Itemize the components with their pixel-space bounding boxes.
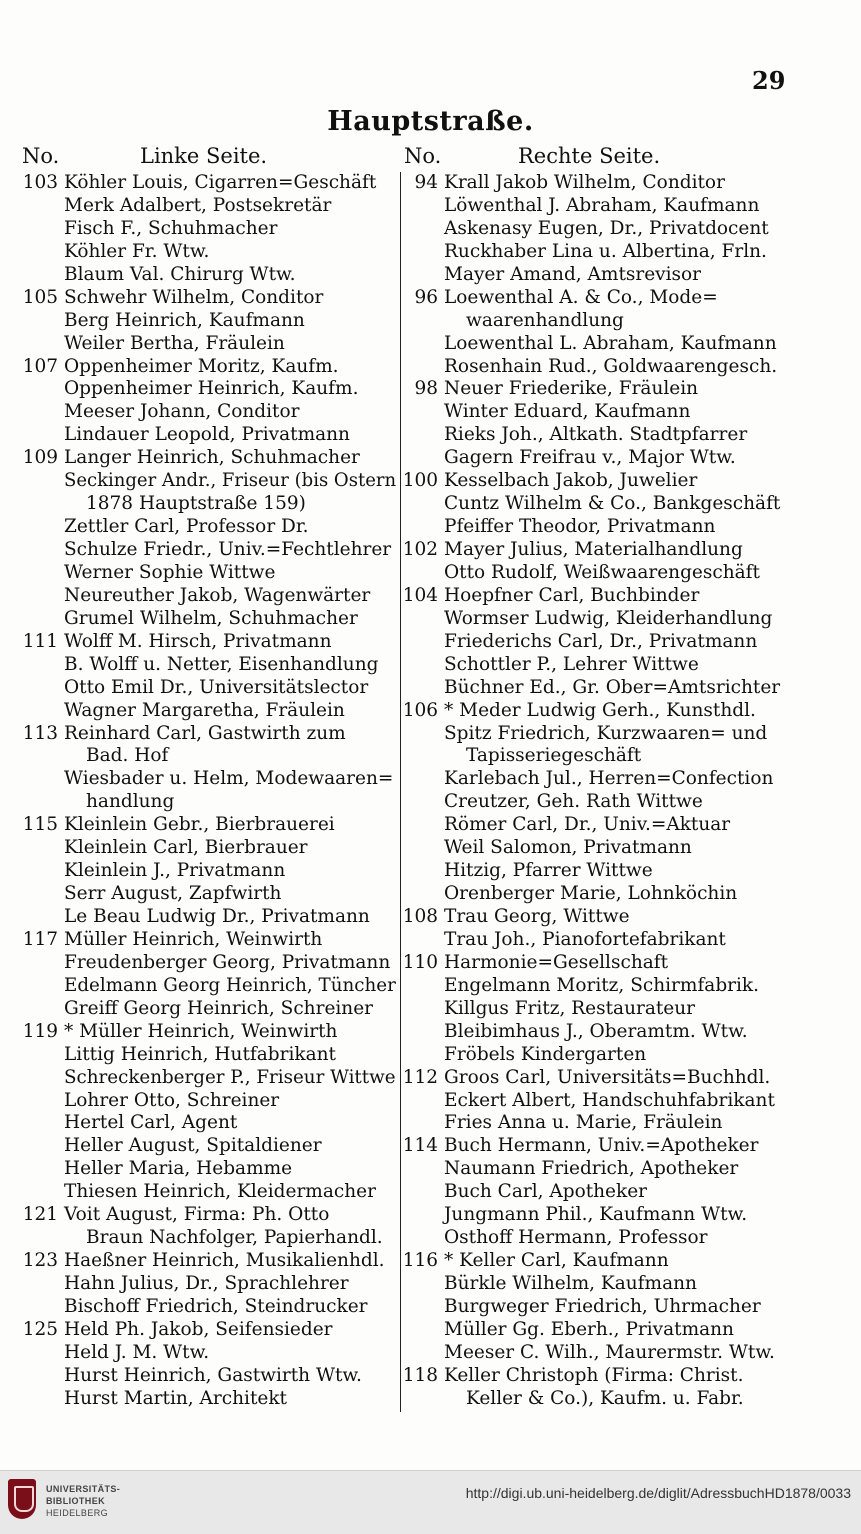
right-entry-row	[400, 562, 861, 585]
right-entry-row	[400, 1227, 861, 1250]
resident-entry: Zettler Carl, Professor Dr.	[64, 516, 309, 538]
house-number: 104	[402, 584, 438, 606]
resident-entry: Langer Heinrich, Schuhmacher	[64, 447, 360, 469]
house-number: 98	[414, 378, 438, 400]
right-entry-row	[400, 1181, 861, 1204]
resident-entry: Gagern Freifrau v., Major Wtw.	[444, 447, 736, 469]
resident-entry: Schulze Friedr., Univ.=Fechtlehrer	[64, 539, 392, 560]
resident-entry: Hurst Martin, Architekt	[64, 1387, 287, 1409]
resident-entry: Heller August, Spitaldiener	[64, 1135, 322, 1157]
right-entry-row	[400, 172, 861, 195]
resident-entry: Pfeiffer Theodor, Privatmann	[444, 516, 716, 538]
right-entry-row	[400, 585, 861, 608]
house-number: 116	[402, 1250, 438, 1272]
resident-entry: Cuntz Wilhelm & Co., Bankgeschäft	[444, 493, 781, 515]
right-entry-row	[400, 1250, 861, 1273]
resident-entry: Voit August, Firma: Ph. Otto	[64, 1204, 330, 1226]
right-entry-row	[400, 401, 861, 424]
logo-text-line3: HEIDELBERG	[46, 1508, 109, 1518]
right-entry-row	[400, 310, 861, 333]
resident-entry: Haeßner Heinrich, Musikalienhdl.	[64, 1250, 385, 1272]
resident-entry: Keller & Co.), Kaufm. u. Fabr.	[466, 1387, 744, 1409]
left-entry-row	[0, 264, 400, 287]
resident-entry: Orenberger Marie, Lohnköchin	[444, 883, 738, 905]
left-entry-row	[0, 883, 400, 906]
resident-entry: Hertel Carl, Agent	[64, 1112, 238, 1134]
resident-entry: Serr August, Zapfwirth	[64, 883, 282, 905]
resident-entry: Weil Salomon, Privatmann	[444, 837, 692, 859]
resident-entry: Littig Heinrich, Hutfabrikant	[64, 1043, 336, 1065]
left-entry-row	[0, 814, 400, 837]
resident-entry: Thiesen Heinrich, Kleidermacher	[64, 1181, 376, 1203]
resident-entry: B. Wolff u. Netter, Eisenhandlung	[64, 653, 379, 675]
left-side-header: Linke Seite.	[140, 144, 268, 168]
house-number: 105	[22, 286, 58, 308]
right-entry-row	[400, 1090, 861, 1113]
left-entry-row	[0, 218, 400, 241]
resident-entry: Loewenthal L. Abraham, Kaufmann	[444, 332, 777, 354]
left-entry-row	[0, 860, 400, 883]
resident-entry: Loewenthal A. & Co., Mode=	[444, 286, 718, 308]
right-entry-row	[400, 791, 861, 814]
right-entry-row	[400, 218, 861, 241]
resident-entry: * Keller Carl, Kaufmann	[444, 1250, 669, 1272]
left-entry-row	[0, 768, 400, 791]
resident-entry: Oppenheimer Heinrich, Kaufm.	[64, 378, 359, 400]
right-entry-row	[400, 447, 861, 470]
right-entry-row	[400, 516, 861, 539]
right-entry-row	[400, 745, 861, 768]
resident-entry: Grumel Wilhelm, Schuhmacher	[64, 607, 358, 629]
left-entry-row	[0, 631, 400, 654]
logo-text-line1: UNIVERSITÄTS-	[46, 1484, 121, 1494]
resident-entry: Lohrer Otto, Schreiner	[64, 1089, 280, 1111]
resident-entry: Wormser Ludwig, Kleiderhandlung	[444, 607, 773, 629]
left-entry-row	[0, 1227, 400, 1250]
house-number: 100	[402, 470, 438, 492]
right-entry-row	[400, 1388, 861, 1411]
resident-entry: Jungmann Phil., Kaufmann Wtw.	[444, 1204, 748, 1226]
right-entry-row	[400, 356, 861, 379]
left-entry-row	[0, 723, 400, 746]
left-entry-row	[0, 1044, 400, 1067]
resident-entry: Mayer Julius, Materialhandlung	[444, 539, 743, 560]
left-entry-row	[0, 608, 400, 631]
resident-entry: Eckert Albert, Handschuhfabrikant	[444, 1089, 775, 1111]
right-entry-row	[400, 1204, 861, 1227]
left-entry-row	[0, 1388, 400, 1411]
house-number: 115	[22, 814, 58, 836]
right-entry-row	[400, 952, 861, 975]
left-entry-row	[0, 1319, 400, 1342]
resident-entry: 1878 Hauptstraße 159)	[86, 493, 306, 515]
resident-entry: Karlebach Jul., Herren=Confection	[444, 768, 774, 790]
resident-entry: Schreckenberger P., Friseur Wittwe	[64, 1066, 396, 1088]
resident-entry: Werner Sophie Wittwe	[64, 561, 276, 583]
resident-entry: Berg Heinrich, Kaufmann	[64, 309, 305, 331]
resident-entry: Merk Adalbert, Postsekretär	[64, 194, 332, 216]
left-entry-row	[0, 585, 400, 608]
right-entry-row	[400, 195, 861, 218]
left-entry-row	[0, 1365, 400, 1388]
left-entry-row	[0, 998, 400, 1021]
house-number: 112	[402, 1066, 438, 1088]
right-entry-row	[400, 1021, 861, 1044]
right-entry-row	[400, 1319, 861, 1342]
permalink-url[interactable]: http://digi.ub.uni-heidelberg.de/diglit/AdressbuchHD1878/0033	[465, 1485, 851, 1501]
resident-entry: Weiler Bertha, Fräulein	[64, 332, 285, 354]
resident-entry: Köhler Fr. Wtw.	[64, 240, 210, 262]
right-entry-row	[400, 906, 861, 929]
left-entry-row	[0, 791, 400, 814]
left-entry-row	[0, 929, 400, 952]
right-side-column	[400, 172, 861, 1411]
house-number: 107	[22, 355, 58, 377]
resident-entry: Bad. Hof	[86, 745, 169, 767]
right-entry-row	[400, 768, 861, 791]
resident-entry: Keller Christoph (Firma: Christ.	[444, 1364, 744, 1386]
house-number: 118	[402, 1364, 438, 1386]
resident-entry: Reinhard Carl, Gastwirth zum	[64, 722, 346, 744]
right-entry-row	[400, 814, 861, 837]
left-entry-row	[0, 677, 400, 700]
left-entry-row	[0, 516, 400, 539]
house-number: 121	[22, 1204, 58, 1226]
left-entry-row	[0, 1273, 400, 1296]
right-entry-row	[400, 608, 861, 631]
right-entry-row	[400, 241, 861, 264]
right-entry-row	[400, 677, 861, 700]
resident-entry: Bleibimhaus J., Oberamtm. Wtw.	[444, 1020, 748, 1042]
right-entry-row	[400, 539, 861, 562]
resident-entry: Held J. M. Wtw.	[64, 1341, 210, 1363]
resident-entry: Naumann Friedrich, Apotheker	[444, 1158, 739, 1180]
resident-entry: Wiesbader u. Helm, Modewaaren=	[64, 768, 394, 790]
left-entry-row	[0, 172, 400, 195]
left-entry-row	[0, 700, 400, 723]
resident-entry: Winter Eduard, Kaufmann	[444, 401, 691, 423]
house-number: 117	[22, 928, 58, 950]
left-entry-row	[0, 562, 400, 585]
resident-entry: Held Ph. Jakob, Seifensieder	[64, 1318, 333, 1340]
right-entry-row	[400, 333, 861, 356]
left-entry-row	[0, 470, 400, 493]
resident-entry: Harmonie=Gesellschaft	[444, 951, 669, 973]
resident-entry: Müller Heinrich, Weinwirth	[64, 928, 323, 950]
left-entry-row	[0, 906, 400, 929]
left-entry-row	[0, 539, 400, 562]
resident-entry: Friederichs Carl, Dr., Privatmann	[444, 630, 758, 652]
resident-entry: Tapisseriegeschäft	[466, 745, 642, 767]
resident-entry: Killgus Fritz, Restaurateur	[444, 997, 696, 1019]
resident-entry: Wolff M. Hirsch, Privatmann	[64, 630, 332, 652]
resident-entry: Fisch F., Schuhmacher	[64, 217, 278, 239]
viewer-footer	[0, 1470, 861, 1534]
left-entry-row	[0, 1112, 400, 1135]
resident-entry: Müller Gg. Eberh., Privatmann	[444, 1318, 734, 1340]
logo-text-line2: BIBLIOTHEK	[46, 1496, 105, 1506]
resident-entry: Fries Anna u. Marie, Fräulein	[444, 1112, 723, 1134]
right-entry-row	[400, 883, 861, 906]
left-entry-row	[0, 1296, 400, 1319]
resident-entry: Köhler Louis, Cigarren=Geschäft	[64, 172, 377, 193]
resident-entry: Rieks Joh., Altkath. Stadtpfarrer	[444, 424, 748, 446]
resident-entry: Neureuther Jakob, Wagenwärter	[64, 584, 371, 606]
right-entry-row	[400, 631, 861, 654]
resident-entry: Fröbels Kindergarten	[444, 1043, 647, 1065]
resident-entry: Greiff Georg Heinrich, Schreiner	[64, 997, 374, 1019]
left-entry-row	[0, 333, 400, 356]
resident-entry: Mayer Amand, Amtsrevisor	[444, 263, 702, 285]
left-entry-row	[0, 356, 400, 379]
right-entry-row	[400, 837, 861, 860]
house-number: 119	[22, 1020, 58, 1042]
left-entry-row	[0, 1090, 400, 1113]
resident-entry: Groos Carl, Universitäts=Buchhdl.	[444, 1066, 771, 1088]
left-entry-row	[0, 424, 400, 447]
resident-entry: Trau Georg, Wittwe	[444, 906, 630, 927]
resident-entry: Hitzig, Pfarrer Wittwe	[444, 860, 653, 882]
resident-entry: Löwenthal J. Abraham, Kaufmann	[444, 194, 760, 216]
right-entry-row	[400, 654, 861, 677]
right-entry-row	[400, 378, 861, 401]
resident-entry: Hoepfner Carl, Buchbinder	[444, 584, 700, 606]
right-entry-row	[400, 1342, 861, 1365]
house-number: 125	[22, 1318, 58, 1340]
left-entry-row	[0, 1342, 400, 1365]
left-entry-row	[0, 310, 400, 333]
right-entry-row	[400, 723, 861, 746]
resident-entry: Kleinlein Carl, Bierbrauer	[64, 837, 308, 859]
right-entry-row	[400, 998, 861, 1021]
left-entry-row	[0, 745, 400, 768]
resident-entry: Römer Carl, Dr., Univ.=Aktuar	[444, 814, 731, 836]
resident-entry: Spitz Friedrich, Kurzwaaren= und	[444, 722, 768, 744]
resident-entry: Hurst Heinrich, Gastwirth Wtw.	[64, 1364, 362, 1386]
left-entry-row	[0, 493, 400, 516]
house-number: 102	[402, 539, 438, 560]
resident-entry: Otto Rudolf, Weißwaarengeschäft	[444, 561, 760, 583]
page-title: Hauptstraße.	[327, 106, 534, 137]
resident-entry: Edelmann Georg Heinrich, Tüncher	[64, 974, 396, 996]
left-entry-row	[0, 1250, 400, 1273]
resident-entry: Wagner Margaretha, Fräulein	[64, 699, 345, 721]
resident-entry: Rosenhain Rud., Goldwaarengesch.	[444, 355, 778, 377]
house-number: 106	[402, 699, 438, 721]
left-entry-row	[0, 952, 400, 975]
resident-entry: Braun Nachfolger, Papierhandl.	[86, 1227, 383, 1249]
resident-entry: handlung	[86, 791, 175, 813]
left-entry-row	[0, 195, 400, 218]
resident-entry: Le Beau Ludwig Dr., Privatmann	[64, 906, 370, 927]
resident-entry: Ruckhaber Lina u. Albertina, Frln.	[444, 240, 767, 262]
right-entry-row	[400, 1044, 861, 1067]
resident-entry: Oppenheimer Moritz, Kaufm.	[64, 355, 339, 377]
left-no-header: No.	[22, 144, 60, 168]
resident-entry: Buch Hermann, Univ.=Apotheker	[444, 1135, 759, 1157]
house-number: 108	[402, 906, 438, 927]
resident-entry: Büchner Ed., Gr. Ober=Amtsrichter	[444, 676, 781, 698]
house-number: 111	[22, 630, 58, 652]
left-side-column	[0, 172, 400, 1411]
resident-entry: Burgweger Friedrich, Uhrmacher	[444, 1295, 761, 1317]
right-entry-row	[400, 1296, 861, 1319]
right-entry-row	[400, 1273, 861, 1296]
right-entry-row	[400, 1365, 861, 1388]
right-entry-row	[400, 493, 861, 516]
left-entry-row	[0, 1158, 400, 1181]
resident-entry: Schottler P., Lehrer Wittwe	[444, 653, 699, 675]
resident-entry: Freudenberger Georg, Privatmann	[64, 951, 391, 973]
right-entry-row	[400, 1135, 861, 1158]
left-entry-row	[0, 241, 400, 264]
left-entry-row	[0, 1181, 400, 1204]
left-entry-row	[0, 975, 400, 998]
left-entry-row	[0, 447, 400, 470]
house-number: 113	[22, 722, 58, 744]
left-entry-row	[0, 287, 400, 310]
house-number: 94	[414, 172, 438, 193]
right-entry-row	[400, 1067, 861, 1090]
resident-entry: Askenasy Eugen, Dr., Privatdocent	[444, 217, 769, 239]
right-entry-row	[400, 424, 861, 447]
resident-entry: Buch Carl, Apotheker	[444, 1181, 648, 1203]
house-number: 110	[402, 951, 438, 973]
resident-entry: Meeser Johann, Conditor	[64, 401, 300, 423]
left-entry-row	[0, 401, 400, 424]
resident-entry: Kesselbach Jakob, Juwelier	[444, 470, 698, 492]
resident-entry: Seckinger Andr., Friseur (bis Ostern	[64, 470, 397, 492]
left-entry-row	[0, 837, 400, 860]
house-number: 123	[22, 1250, 58, 1272]
right-entry-row	[400, 1112, 861, 1135]
resident-entry: Kleinlein Gebr., Bierbrauerei	[64, 814, 335, 836]
house-number: 109	[22, 447, 58, 469]
resident-entry: Trau Joh., Pianofortefabrikant	[444, 928, 726, 950]
left-entry-row	[0, 1067, 400, 1090]
right-entry-row	[400, 1158, 861, 1181]
right-entry-row	[400, 264, 861, 287]
right-entry-row	[400, 860, 861, 883]
right-no-header: No.	[404, 144, 442, 168]
resident-entry: Schwehr Wilhelm, Conditor	[64, 286, 324, 308]
left-entry-row	[0, 1021, 400, 1044]
left-entry-row	[0, 378, 400, 401]
resident-entry: Hahn Julius, Dr., Sprachlehrer	[64, 1273, 349, 1294]
library-logo-icon[interactable]	[8, 1479, 36, 1519]
resident-entry: Engelmann Moritz, Schirmfabrik.	[444, 974, 760, 996]
resident-entry: * Müller Heinrich, Weinwirth	[64, 1020, 338, 1042]
resident-entry: Heller Maria, Hebamme	[64, 1158, 293, 1180]
resident-entry: Lindauer Leopold, Privatmann	[64, 424, 350, 446]
left-entry-row	[0, 654, 400, 677]
resident-entry: Bischoff Friedrich, Steindrucker	[64, 1295, 368, 1317]
resident-entry: Neuer Friederike, Fräulein	[444, 378, 699, 400]
resident-entry: waarenhandlung	[466, 309, 624, 331]
resident-entry: Osthoff Hermann, Professor	[444, 1227, 708, 1249]
right-entry-row	[400, 700, 861, 723]
resident-entry: * Meder Ludwig Gerh., Kunsthdl.	[444, 699, 756, 721]
left-entry-row	[0, 1204, 400, 1227]
right-entry-row	[400, 929, 861, 952]
left-entry-row	[0, 1135, 400, 1158]
resident-entry: Otto Emil Dr., Universitätslector	[64, 676, 369, 698]
house-number: 96	[414, 286, 438, 308]
page-number: 29	[752, 66, 786, 95]
house-number: 103	[22, 172, 58, 193]
resident-entry: Krall Jakob Wilhelm, Conditor	[444, 172, 725, 193]
resident-entry: Bürkle Wilhelm, Kaufmann	[444, 1273, 697, 1294]
right-side-header: Rechte Seite.	[518, 144, 661, 168]
right-entry-row	[400, 287, 861, 310]
right-entry-row	[400, 975, 861, 998]
resident-entry: Blaum Val. Chirurg Wtw.	[64, 263, 296, 285]
resident-entry: Meeser C. Wilh., Maurermstr. Wtw.	[444, 1341, 775, 1363]
resident-entry: Creutzer, Geh. Rath Wittwe	[444, 791, 703, 813]
right-entry-row	[400, 470, 861, 493]
resident-entry: Kleinlein J., Privatmann	[64, 860, 286, 882]
house-number: 114	[402, 1135, 438, 1157]
